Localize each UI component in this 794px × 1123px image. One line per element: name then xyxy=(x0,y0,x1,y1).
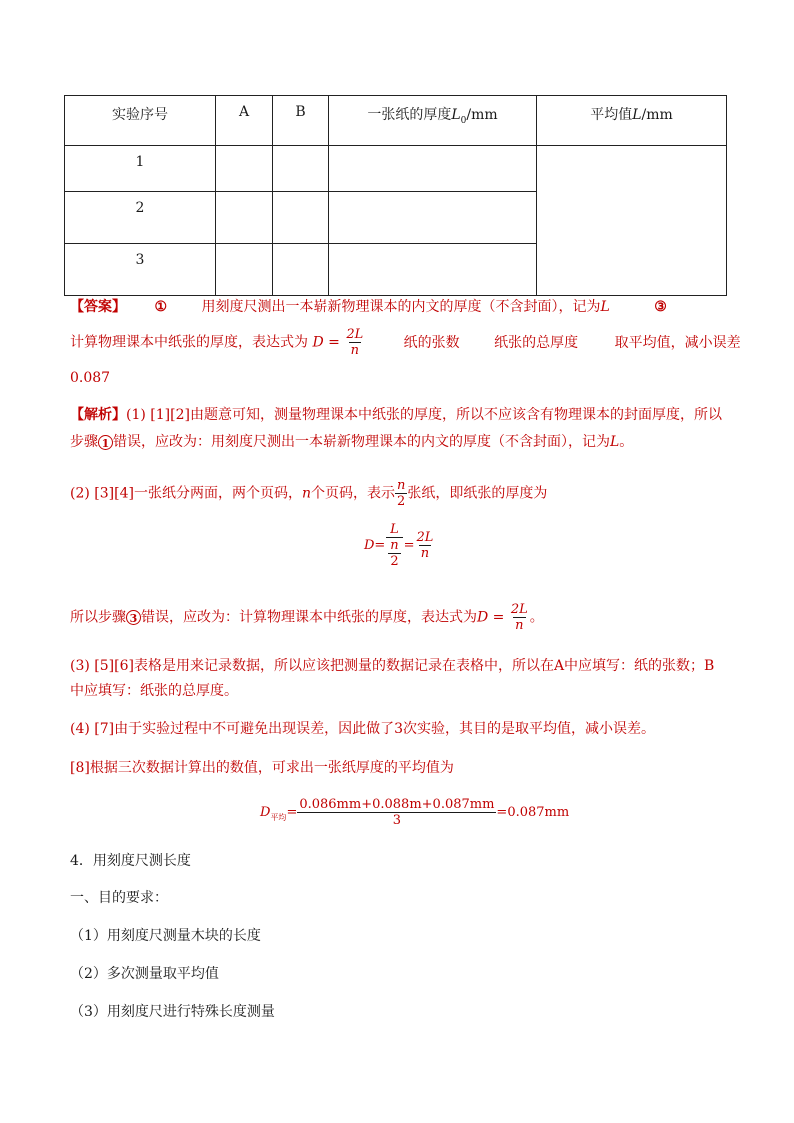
row-1-thickness xyxy=(329,146,537,192)
analysis-p2: (2) [3][4]一张纸分两面，两个页码，n个页码，表示 $\frac{n}{2}$ 张纸，即纸张的厚度为 xyxy=(70,478,548,509)
answer-2: 计算物理课本中纸张的厚度，表达式为 xyxy=(70,334,308,351)
answer-mark-3: ③ xyxy=(654,299,667,315)
header-thickness: 一张纸的厚度$L_0/mm$ xyxy=(329,96,537,146)
section-title: 4．用刻度尺测长度 xyxy=(70,853,191,869)
analysis-p4a: (3) [5][6]表格是用来记录数据，所以应该把测量的数据记录在表格中，所以在A中应填写：纸的张数；B xyxy=(70,658,715,674)
answer-3: 纸的张数 xyxy=(403,334,460,351)
analysis-p4b: 中应填写：纸张的总厚度。 xyxy=(70,683,238,699)
row-1-b xyxy=(273,146,329,192)
section-item-1: （1）用刻度尺测量木块的长度 xyxy=(70,928,261,944)
circled-3: 3 xyxy=(126,610,141,625)
answer-mark-1: ① xyxy=(154,299,168,315)
answer-expr: $\frac{2L}{n}$ xyxy=(346,327,364,358)
row-3-thickness xyxy=(329,244,537,296)
answer-6: 0.087 xyxy=(70,370,111,386)
circled-1: 1 xyxy=(98,435,113,450)
answer-line-2: 计算物理课本中纸张的厚度，表达式为 D = $\frac{2L}{n}$ 纸的张数 纸张的总厚度 取平均值，减小误差 xyxy=(70,327,741,358)
analysis-p5: (4) [7]由于实验过程中不可避免出现误差，因此做了3次实验，其目的是取平均值，减小误差。 xyxy=(70,721,656,737)
answer-4: 纸张的总厚度 xyxy=(494,334,579,351)
answer-tag: 【答案】 xyxy=(70,299,126,315)
header-seq: 实验序号 xyxy=(65,96,216,146)
header-b: B xyxy=(273,96,329,146)
row-2-a xyxy=(216,192,273,244)
row-3-a xyxy=(216,244,273,296)
header-average: 平均值L/mm xyxy=(537,96,727,146)
formula-thickness: D= L n 2 = $\frac{2L}{n}$ xyxy=(364,522,434,569)
section-item-3: （3）用刻度尺进行特殊长度测量 xyxy=(70,1004,275,1020)
analysis-p6: [8]根据三次数据计算出的数值，可求出一张纸厚度的平均值为 xyxy=(70,760,454,776)
average-cell xyxy=(537,146,727,296)
answer-1: 用刻度尺测出一本崭新物理课本的内文的厚度（不含封面），记为 xyxy=(201,299,601,315)
answer-5: 取平均值，减小误差 xyxy=(614,334,741,351)
header-a: A xyxy=(216,96,273,146)
row-2-thickness xyxy=(329,192,537,244)
analysis-p3: 所以步骤 3 错误，应改为：计算物理课本中纸张的厚度，表达式为D = $\frac{2L}{n}$ 。 xyxy=(70,602,544,633)
row-1-seq: 1 xyxy=(65,146,216,192)
analysis-tag: 【解析】 xyxy=(70,407,126,423)
analysis-p1a: 【解析】(1) [1][2]由题意可知，测量物理课本中纸张的厚度，所以不应该含有物理课本的封面厚度，所以 xyxy=(70,407,722,423)
answer-line-1: 【答案】 ① 用刻度尺测出一本崭新物理课本的内文的厚度（不含封面），记为L ③ xyxy=(70,299,667,315)
data-table xyxy=(64,95,727,296)
row-3-b xyxy=(273,244,329,296)
row-3-seq: 3 xyxy=(65,244,216,296)
row-1-a xyxy=(216,146,273,192)
row-2-b xyxy=(273,192,329,244)
row-2-seq: 2 xyxy=(65,192,216,244)
section-sub: 一、目的要求： xyxy=(70,890,168,906)
analysis-p1b: 步骤 1 错误，应改为：用刻度尺测出一本崭新物理课本的内文的厚度（不含封面），记为L。 xyxy=(70,434,634,450)
section-item-2: （2）多次测量取平均值 xyxy=(70,966,219,982)
formula-average: D $_{平均}$ = $\frac{0.086mm+0.088m+0.087mm}{3}$ =0.087mm xyxy=(260,797,570,828)
